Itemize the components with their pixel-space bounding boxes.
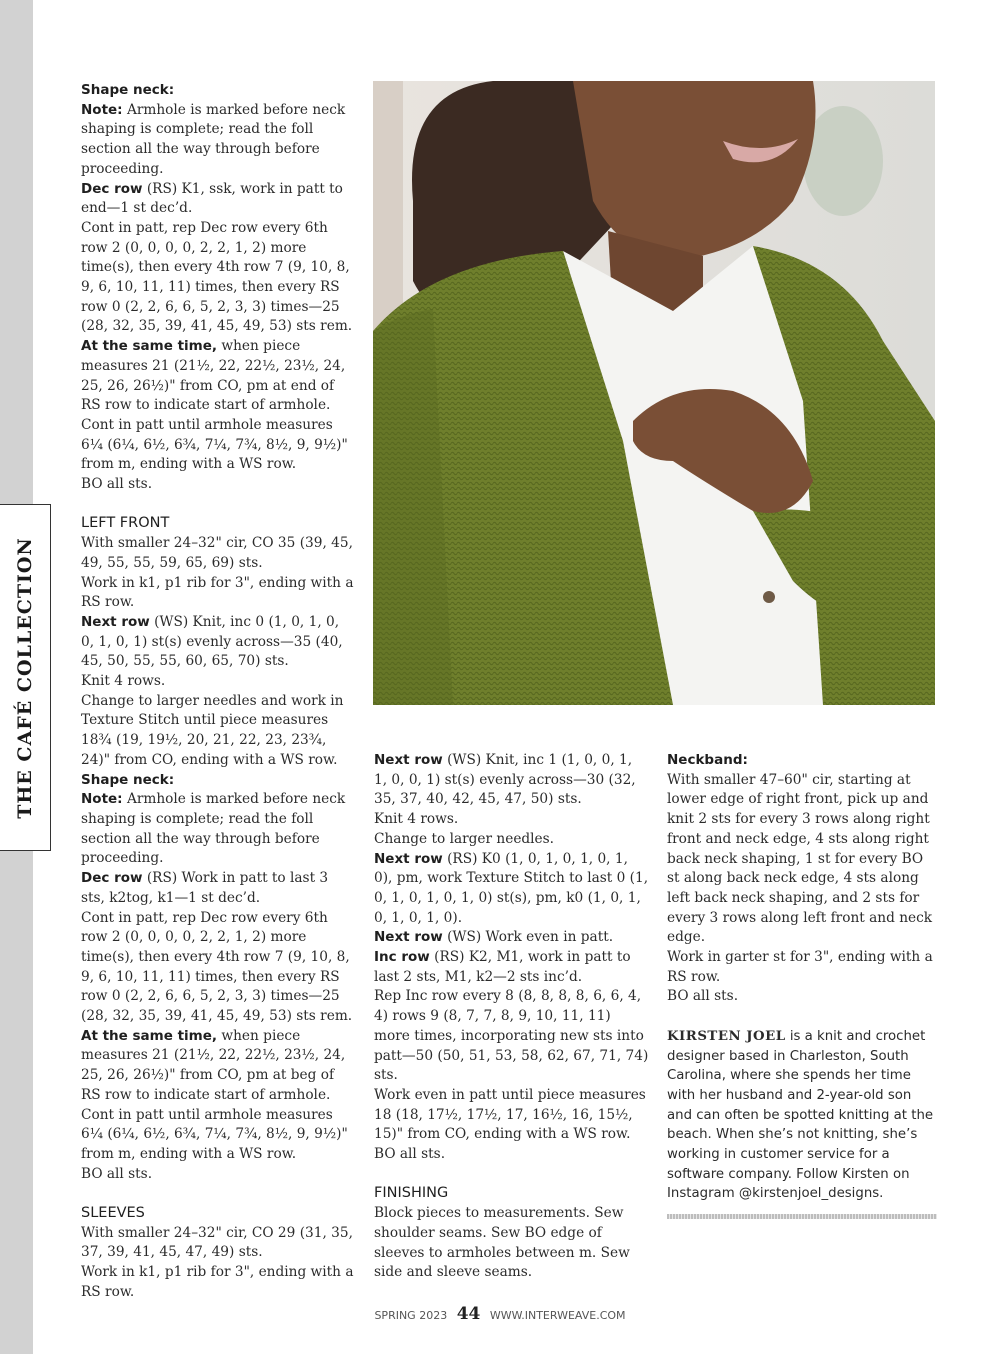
back-note: Note: Armhole is marked before neck shaping is complete; read the foll section all the way through before proceeding. [81, 101, 346, 177]
column-1 [81, 81, 356, 1303]
back-same-time: At the same time, when piece measures 21 (21½, 22, 22½, 23½, 24, 25, 26, 26½)" from CO, pm at end of RS row to indicate start of armhole. [81, 338, 346, 414]
lf-change: Change to larger needles and work in Texture Stitch until piece measures 18¾ (19, 19½, 20, 21, 22, 23, 23¾, 24)" from CO, ending with a WS row. [81, 692, 344, 768]
cardigan-photo-illustration [373, 81, 935, 705]
lf-cast-on: With smaller 24–32" cir, CO 35 (39, 45, 49, 55, 55, 59, 65, 69) sts. [81, 535, 353, 571]
cardigan-photo [373, 81, 935, 705]
designer-name: KIRSTEN JOEL [667, 1028, 786, 1044]
sl-next-row-3: Next row (WS) Work even in patt. [374, 929, 614, 946]
back-bo: BO all sts. [81, 476, 153, 493]
finishing-text: Block pieces to measurements. Sew shoulder seams. Sew BO edge of sleeves to armholes between m. Sew side and sleeve seams. [374, 1205, 630, 1281]
lf-cont: Cont in patt, rep Dec row every 6th row 2 (0, 0, 0, 0, 2, 2, 1, 2) more time(s), then every 4th row 7 (9, 10, 8, 9, 6, 10, 11, 11) times, then every RS row 0 (2, 2, 6, 6, 5, 2, 3, 3) times—25 (28, 32, 35, 39, 41, 45, 49, 53) sts rem. [81, 909, 353, 1025]
neckband-text: With smaller 47–60" cir, starting at lower edge of right front, pick up and knit 2 sts for every 3 rows along right front and neck edge, 4 sts along right back neck shaping, 1 st for every BO st along back neck edge, 4 sts along left back neck shaping, and 2 sts for every 3 rows along left front and neck edge. [667, 771, 933, 946]
finishing-heading: FINISHING [374, 1185, 449, 1202]
sl-rep: Rep Inc row every 8 (8, 8, 8, 8, 6, 6, 4, 4) rows 9 (8, 7, 7, 8, 9, 10, 11, 11) more times, incorporating new sts into patt—50 (50, 51, 53, 58, 62, 67, 71, 74) sts. [374, 988, 649, 1084]
designer-bio: KIRSTEN JOEL is a knit and crochet designer based in Charleston, South Carolina, where she spends her time with her husband and 2-year-old son and can often be spotted knitting at the beach. When she’s not knitting, she’s working in customer service for a software company. Follow Kirsten on Instagram @kirstenjoel_designs. [667, 1028, 934, 1202]
neckband-garter: Work in garter st for 3", ending with a RS row. [667, 949, 933, 985]
sl-knit4: Knit 4 rows. [374, 811, 459, 828]
back-cont: Cont in patt, rep Dec row every 6th row 2 (0, 0, 0, 0, 2, 2, 1, 2) more time(s), then every 4th row 7 (9, 10, 8, 9, 6, 10, 11, 11) times, then every RS row 0 (2, 2, 6, 6, 5, 2, 3, 3) times—25 (28, 32, 35, 39, 41, 45, 49, 53) sts rem. [81, 219, 353, 335]
lf-note: Note: Armhole is marked before neck shaping is complete; read the foll section all the way through before proceeding. [81, 791, 346, 867]
left-front-heading: LEFT FRONT [81, 515, 170, 532]
back-dec-row: Dec row (RS) K1, ssk, work in patt to end—1 st dec’d. [81, 180, 343, 217]
sl-change: Change to larger needles. [374, 830, 555, 847]
lf-armhole: Cont in patt until armhole measures 6¼ (6¼, 6½, 6¾, 7¼, 7¾, 8½, 9, 9½)" from m, ending with a WS row. [81, 1106, 348, 1162]
lf-rib: Work in k1, p1 rib for 3", ending with a RS row. [81, 574, 354, 611]
sl-next-row-1: Next row (WS) Knit, inc 1 (1, 0, 0, 1, 1, 0, 0, 1) st(s) evenly across—30 (32, 35, 37, 40, 42, 45, 47, 50) sts. [374, 752, 636, 808]
section-label-box [0, 504, 51, 851]
sl-rib: Work in k1, p1 rib for 3", ending with a RS row. [81, 1264, 354, 1300]
page-footer [0, 1304, 1000, 1324]
footer-website: WWW.INTERWEAVE.COM [489, 1309, 626, 1322]
lf-bo: BO all sts. [81, 1165, 153, 1182]
sl-inc-row: Inc row (RS) K2, M1, work in patt to last 2 sts, M1, k2—2 sts inc’d. [374, 949, 631, 985]
sl-even: Work even in patt until piece measures 18 (18, 17½, 17½, 17, 16½, 16, 15½, 15)" from CO, ending with a WS row. BO all sts. [374, 1086, 646, 1163]
shape-neck-heading: Shape neck: [81, 82, 175, 98]
lf-shape-neck-heading: Shape neck: [81, 771, 175, 788]
sleeves-heading: SLEEVES [81, 1205, 145, 1222]
lf-next-row: Next row (WS) Knit, inc 0 (1, 0, 1, 0, 0, 1, 0, 1) st(s) evenly across—35 (40, 45, 50, 55, 55, 60, 65, 70) sts. [81, 613, 343, 670]
lf-knit4: Knit 4 rows. [81, 673, 166, 690]
sl-cast-on: With smaller 24–32" cir, CO 29 (31, 35, 37, 39, 41, 45, 47, 49) sts. [81, 1224, 353, 1261]
page-number: 44 [456, 1304, 481, 1324]
lf-dec-row: Dec row (RS) Work in patt to last 3 sts, k2tog, k1—1 st dec’d. [81, 870, 329, 906]
sl-next-row-2: Next row (RS) K0 (1, 0, 1, 0, 1, 0, 1, 0), pm, work Texture Stitch to last 0 (1, 0, 1, 0, 1, 0, 1, 0) st(s), pm, k0 (1, 0, 1, 0, 1, 0, 1, 0). [374, 850, 649, 926]
column-2 [374, 751, 649, 1283]
back-armhole: Cont in patt until armhole measures 6¼ (6¼, 6½, 6¾, 7¼, 7¾, 8½, 9, 9½)" from m, ending with a WS row. [81, 416, 348, 473]
neckband-bo: BO all sts. [667, 988, 739, 1005]
neckband-heading: Neckband: [667, 752, 748, 768]
lf-same-time: At the same time, when piece measures 21 (21½, 22, 22½, 23½, 24, 25, 26, 26½)" from CO, pm at beg of RS row to indicate start of armhole. [81, 1027, 346, 1103]
section-label: THE CAFÉ COLLECTION [14, 536, 36, 819]
column-3 [667, 751, 937, 1219]
bio-divider [667, 1214, 937, 1219]
footer-season: SPRING 2023 [374, 1309, 448, 1322]
